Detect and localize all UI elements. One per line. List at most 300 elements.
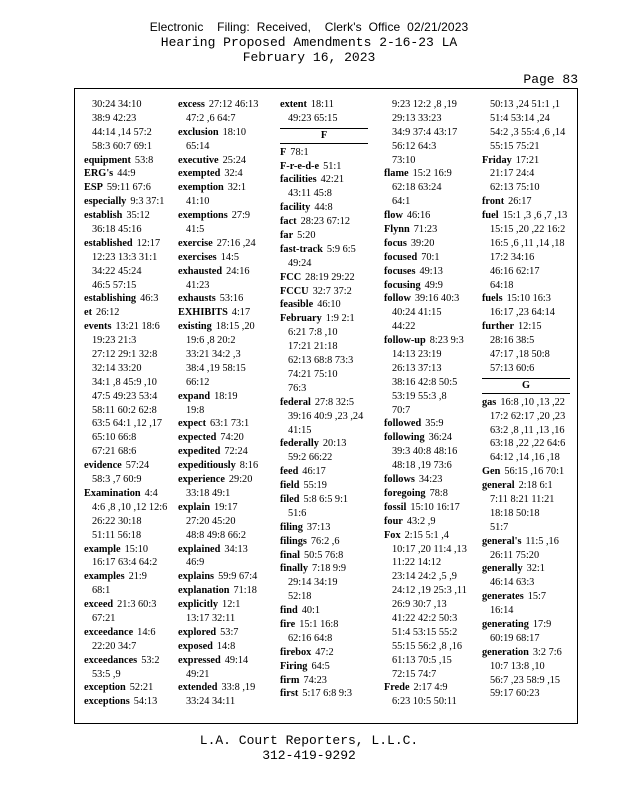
index-entry-continuation: [280, 507, 368, 521]
page-line-refs: 24:16: [226, 265, 250, 277]
index-entry-continuation: [384, 404, 472, 418]
page-line-refs: 47:2 ,6 64:7: [186, 112, 236, 124]
index-entry: [384, 209, 472, 223]
index-term: generally: [482, 563, 523, 575]
index-entry: [178, 445, 266, 459]
index-entry: [280, 493, 368, 507]
index-entry: [178, 237, 266, 251]
page-line-refs: 47:17 ,18 50:8: [490, 349, 550, 361]
page-line-refs: 26:13 37:13: [392, 362, 442, 374]
page-line-refs: 63:2 ,8 ,11 ,13 ,16: [490, 424, 565, 436]
index-entry: [178, 417, 266, 431]
index-term: exception: [84, 682, 126, 694]
index-term: FCCU: [280, 285, 309, 297]
page-line-refs: 53:5 ,9: [92, 668, 121, 680]
index-column-4: [384, 98, 472, 709]
index-term: exposed: [178, 640, 213, 652]
index-term: explored: [178, 626, 217, 638]
index-entry-continuation: [482, 660, 570, 674]
page-line-refs: 56:7 ,23 58:9 ,15: [490, 674, 561, 686]
index-entry-continuation: [482, 223, 570, 237]
index-entry: [280, 271, 368, 285]
page-line-refs: 46:5 57:15: [92, 279, 137, 291]
page-line-refs: 17:2 34:16: [490, 251, 535, 263]
index-term: examples: [84, 571, 125, 583]
index-entry: [178, 181, 266, 195]
page-line-refs: 34:1 ,8 45:9 ,10: [92, 376, 157, 388]
page-line-refs: 27:9: [231, 210, 251, 222]
page-line-refs: 18:11: [310, 99, 334, 110]
index-letter-heading: G: [482, 378, 570, 394]
index-term: established: [84, 237, 133, 249]
page-line-refs: 2:17 4:9: [413, 682, 448, 694]
index-entry: [384, 279, 472, 293]
page-line-refs: 63:1 73:1: [210, 418, 250, 430]
index-entry-continuation: [482, 362, 570, 376]
page-line-refs: 35:9: [425, 418, 444, 430]
index-entry: [280, 243, 368, 257]
page-line-refs: 46:14 63:3: [490, 577, 535, 589]
index-entry: [280, 98, 368, 112]
index-entry: [384, 167, 472, 181]
index-entry: [280, 618, 368, 632]
index-entry-continuation: [280, 326, 368, 340]
page-line-refs: 39:3 40:8 48:16: [392, 446, 458, 458]
index-term: establish: [84, 210, 123, 222]
index-entry: [384, 223, 472, 237]
page-line-refs: 55:15 75:21: [490, 140, 540, 152]
page-line-refs: 26:12: [96, 307, 120, 319]
index-entry: [84, 654, 172, 668]
index-entry: [280, 215, 368, 229]
index-entry: [178, 154, 266, 168]
page-line-refs: 62:16 64:8: [288, 632, 333, 644]
index-entry-continuation: [280, 112, 368, 126]
page-line-refs: 51:11 56:18: [92, 529, 142, 541]
index-entry-continuation: [178, 668, 266, 682]
page-line-refs: 19:17: [214, 501, 238, 513]
index-entry: [482, 465, 570, 479]
page-line-refs: 16:17 63:4 64:2: [92, 557, 158, 569]
index-entry-continuation: [384, 306, 472, 320]
page-line-refs: 52:21: [129, 682, 154, 694]
index-entry-continuation: [178, 362, 266, 376]
page-line-refs: 9:3 37:1: [130, 196, 165, 208]
page-line-refs: 15:15 ,20 ,22 16:2: [490, 224, 566, 236]
index-entry: [84, 292, 172, 306]
page-line-refs: 21:17 24:4: [490, 168, 535, 180]
index-entry-continuation: [384, 390, 472, 404]
index-term: generation: [482, 646, 529, 658]
index-entry-continuation: [482, 424, 570, 438]
page-line-refs: 36:18 45:16: [92, 224, 142, 236]
index-term: feed: [280, 466, 299, 478]
page-line-refs: 7:18 9:9: [312, 563, 347, 575]
page-line-refs: 66:12: [186, 376, 210, 388]
page-line-refs: 18:10: [222, 126, 247, 138]
page-line-refs: 71:18: [233, 585, 257, 597]
index-term: explain: [178, 501, 211, 513]
index-entry: [280, 229, 368, 243]
page-line-refs: 44:14 ,14 57:2: [92, 126, 152, 138]
index-term: facilities: [280, 174, 317, 186]
index-term: focused: [384, 251, 418, 263]
page-line-refs: 53:7: [220, 626, 239, 638]
index-entry-continuation: [482, 237, 570, 251]
page-line-refs: 41:10: [186, 196, 210, 208]
page-line-refs: 46:17: [302, 466, 326, 478]
page-line-refs: 14:8: [216, 640, 236, 652]
page-line-refs: 64:1: [392, 196, 411, 208]
index-term: fossil: [384, 501, 407, 513]
index-term: flame: [384, 168, 409, 180]
index-entry: [280, 549, 368, 563]
index-entry: [178, 543, 266, 557]
index-entry: [280, 285, 368, 299]
index-entry: [84, 209, 172, 223]
index-entry-continuation: [280, 187, 368, 201]
index-entry-continuation: [384, 98, 472, 112]
page-line-refs: 18:15 ,20: [215, 321, 255, 333]
index-term: focus: [384, 237, 407, 249]
index-term: FCC: [280, 271, 302, 283]
index-entry: [84, 306, 172, 320]
page-line-refs: 15:1 16:8: [299, 618, 339, 630]
index-entry: [84, 681, 172, 695]
page-line-refs: 5:20: [297, 230, 316, 242]
page-line-refs: 37:13: [306, 521, 331, 533]
index-term: existing: [178, 321, 212, 333]
page-line-refs: 12:17: [136, 237, 161, 249]
index-term: four: [384, 515, 403, 527]
index-entry-continuation: [482, 451, 570, 465]
index-entry-continuation: [84, 529, 172, 543]
index-entry: [280, 173, 368, 187]
index-term: expand: [178, 390, 211, 402]
page-line-refs: 7:11 8:21 11:21: [490, 493, 555, 505]
index-entry: [280, 687, 368, 701]
page-line-refs: 14:5: [220, 251, 240, 263]
page-line-refs: 38:4 ,19 58:15: [186, 362, 246, 374]
index-entry-continuation: [482, 98, 570, 112]
index-entry: [178, 473, 266, 487]
index-entry: [384, 473, 472, 487]
page-line-refs: 48:8 49:8 66:2: [186, 529, 247, 541]
index-term: general's: [482, 535, 522, 547]
page-line-refs: 70:1: [421, 251, 440, 263]
index-entry: [178, 626, 266, 640]
index-entry: [482, 590, 570, 604]
page-line-refs: 12:15: [518, 321, 542, 333]
index-entry: [84, 570, 172, 584]
index-entry-continuation: [384, 654, 472, 668]
index-entry-continuation: [384, 626, 472, 640]
index-entry-continuation: [384, 362, 472, 376]
page-line-refs: 51:7: [490, 521, 509, 533]
index-entry: [178, 584, 266, 598]
index-entry: [384, 265, 472, 279]
page-line-refs: 8:16: [239, 460, 259, 472]
index-entry-continuation: [482, 521, 570, 535]
index-entry: [178, 654, 266, 668]
page-line-refs: 17:9: [532, 618, 552, 630]
index-entry: [384, 501, 472, 515]
page-line-refs: 21:3 60:3: [117, 599, 157, 611]
page-line-refs: 56:15 ,16 70:1: [504, 466, 565, 478]
page-line-refs: 78:8: [429, 487, 448, 499]
index-entry: [178, 640, 266, 654]
page-line-refs: 62:13 75:10: [490, 182, 540, 194]
page-line-refs: 32:4: [224, 168, 243, 180]
page-line-refs: 23:14 24:2 ,5 ,9: [392, 571, 457, 583]
index-term: EXHIBITS: [178, 307, 228, 319]
page-line-refs: 19:23 21:3: [92, 335, 137, 347]
index-entry-continuation: [482, 279, 570, 293]
index-entry: [482, 396, 570, 410]
index-entry: [280, 521, 368, 535]
index-term: F: [280, 146, 287, 158]
page-line-refs: 40:24 41:15: [392, 307, 442, 319]
index-term: follow-up: [384, 335, 426, 347]
page-line-refs: 68:1: [92, 585, 111, 597]
index-term: focusing: [384, 279, 421, 291]
index-entry-continuation: [84, 376, 172, 390]
index-entry: [280, 646, 368, 660]
index-entry: [178, 265, 266, 279]
page-line-refs: 12:23 13:3 31:1: [92, 251, 158, 263]
page-line-refs: 13:21 18:6: [115, 321, 160, 333]
index-term: followed: [384, 418, 422, 430]
page-line-refs: 53:16: [219, 293, 244, 305]
page-line-refs: 26:9 30:7 ,13: [392, 599, 447, 611]
index-term: evidence: [84, 460, 122, 472]
index-entry-continuation: [384, 459, 472, 473]
index-term: Flynn: [384, 224, 410, 236]
index-entry-continuation: [178, 348, 266, 362]
page-line-refs: 59:9 67:4: [218, 571, 258, 583]
index-entry-continuation: [84, 334, 172, 348]
page-line-refs: 32:1: [227, 182, 247, 194]
index-term: first: [280, 688, 299, 700]
page-line-refs: 26:17: [508, 196, 532, 208]
index-entry-continuation: [482, 167, 570, 181]
page-line-refs: 47:2: [315, 646, 334, 658]
index-entry: [178, 390, 266, 404]
index-term: Firing: [280, 660, 308, 672]
index-term: gas: [482, 396, 497, 408]
index-term: firm: [280, 674, 300, 686]
index-term: exemptions: [178, 210, 228, 222]
index-term: expressed: [178, 654, 221, 666]
index-term: focuses: [384, 265, 416, 277]
index-term: final: [280, 549, 301, 561]
page-line-refs: 15:2 16:9: [412, 168, 452, 180]
index-term: exemption: [178, 182, 224, 194]
index-entry-continuation: [280, 382, 368, 396]
index-entry-continuation: [84, 640, 172, 654]
page-line-refs: 44:8: [314, 202, 333, 214]
page-line-refs: 76:3: [288, 382, 307, 394]
page-line-refs: 53:8: [134, 154, 154, 166]
page-line-refs: 19:6 ,8 20:2: [186, 335, 236, 347]
page-line-refs: 71:23: [413, 224, 438, 236]
index-term: exclusion: [178, 126, 219, 138]
page-line-refs: 5:8 6:5 9:1: [303, 493, 349, 505]
index-entry-continuation: [178, 529, 266, 543]
index-entry-continuation: [84, 445, 172, 459]
page-line-refs: 4:4: [144, 487, 158, 499]
index-entry: [178, 459, 266, 473]
index-entry-continuation: [280, 340, 368, 354]
page-line-refs: 15:7: [527, 591, 547, 603]
index-entry-continuation: [84, 668, 172, 682]
index-entry-continuation: [482, 251, 570, 265]
index-entry-continuation: [178, 140, 266, 154]
index-term: expect: [178, 418, 207, 430]
index-entry: [178, 98, 266, 112]
index-entry-continuation: [178, 487, 266, 501]
index-entry: [280, 479, 368, 493]
page-line-refs: 18:19: [214, 390, 238, 402]
index-entry: [84, 320, 172, 334]
page-line-refs: 47:5 49:23 53:4: [92, 390, 158, 402]
index-term: especially: [84, 196, 127, 208]
index-entry-continuation: [84, 390, 172, 404]
page-line-refs: 41:15: [288, 424, 312, 436]
page-line-refs: 11:5 ,16: [525, 535, 559, 547]
index-entry: [178, 598, 266, 612]
index-entry: [84, 598, 172, 612]
index-term: February: [280, 313, 322, 325]
index-entry: [482, 292, 570, 306]
index-entry-continuation: [280, 354, 368, 368]
index-entry: [482, 535, 570, 549]
index-term: further: [482, 321, 515, 333]
page-line-refs: 36:24: [428, 432, 453, 444]
index-entry-continuation: [178, 223, 266, 237]
page-line-refs: 42:21: [320, 174, 345, 186]
index-term: experience: [178, 474, 225, 486]
index-term: filed: [280, 493, 300, 505]
index-term: far: [280, 230, 294, 242]
page-line-refs: 46:16: [406, 210, 431, 222]
page-line-refs: 13:17 32:11: [186, 612, 236, 624]
page-line-refs: 6:21 7:8 ,10: [288, 327, 338, 339]
index-entry-continuation: [280, 576, 368, 590]
page-line-refs: 49:23 65:15: [288, 112, 338, 124]
index-entry-continuation: [84, 612, 172, 626]
page-line-refs: 33:8 ,19: [221, 682, 256, 694]
index-entry: [178, 251, 266, 265]
page-line-refs: 4:17: [231, 307, 251, 319]
index-entry: [482, 562, 570, 576]
index-term: exhausted: [178, 265, 223, 277]
page-line-refs: 43:11 45:8: [288, 188, 332, 200]
index-term: expected: [178, 432, 217, 444]
index-entry-continuation: [84, 362, 172, 376]
index-entry-continuation: [384, 695, 472, 709]
page-line-refs: 53:2: [141, 654, 160, 666]
index-term: fuel: [482, 210, 499, 222]
page-line-refs: 41:22 42:2 50:3: [392, 612, 458, 624]
index-entry: [280, 660, 368, 674]
index-entry-continuation: [84, 112, 172, 126]
index-entry: [482, 195, 570, 209]
index-entry: [280, 146, 368, 160]
index-term: explicitly: [178, 599, 219, 611]
page-line-refs: 33:24 34:11: [186, 696, 236, 708]
index-entry-continuation: [482, 348, 570, 362]
index-entry-continuation: [384, 612, 472, 626]
index-entry-continuation: [384, 570, 472, 584]
page-line-refs: 50:5 76:8: [304, 549, 344, 561]
page-line-refs: 32:14 33:20: [92, 362, 142, 374]
page-line-refs: 55:19: [303, 480, 327, 492]
index-entry: [178, 292, 266, 306]
page-number: Page 83: [523, 72, 578, 87]
index-entry: [178, 431, 266, 445]
page-line-refs: 54:2 ,3 55:4 ,6 ,14: [490, 126, 566, 138]
index-term: exceptions: [84, 696, 130, 708]
index-entry-continuation: [482, 410, 570, 424]
index-column-3: [280, 98, 368, 701]
index-entry-continuation: [384, 556, 472, 570]
index-entry-continuation: [280, 632, 368, 646]
index-entry-continuation: [84, 473, 172, 487]
index-entry: [84, 543, 172, 557]
index-entry-continuation: [178, 556, 266, 570]
page-line-refs: 62:18 63:24: [392, 182, 442, 194]
index-term: expedited: [178, 446, 221, 458]
index-term: explained: [178, 543, 221, 555]
index-entry-continuation: [384, 140, 472, 154]
page-line-refs: 18:18 50:18: [490, 507, 540, 519]
index-term: exercise: [178, 237, 213, 249]
index-column-1: [84, 98, 172, 709]
page-line-refs: 11:22 14:12: [392, 557, 442, 569]
index-entry-continuation: [384, 181, 472, 195]
index-entry-continuation: [384, 376, 472, 390]
index-term: follows: [384, 474, 415, 486]
page-line-refs: 26:22 30:18: [92, 515, 142, 527]
index-entry-continuation: [384, 195, 472, 209]
index-entry-continuation: [84, 140, 172, 154]
page-line-refs: 34:9 37:4 43:17: [392, 126, 458, 138]
index-term: flow: [384, 210, 403, 222]
index-term: firebox: [280, 646, 312, 658]
index-entry: [178, 306, 266, 320]
index-term: generating: [482, 618, 529, 630]
index-term: Gen: [482, 466, 501, 478]
index-term: fire: [280, 618, 296, 630]
index-entry: [280, 298, 368, 312]
page-line-refs: 61:13 70:5 ,15: [392, 654, 452, 666]
page-line-refs: 41:5: [186, 224, 205, 236]
index-entry-continuation: [482, 126, 570, 140]
index-term: exceedance: [84, 626, 134, 638]
index-entry: [384, 487, 472, 501]
index-letter-heading: F: [280, 128, 368, 144]
index-term: ESP: [84, 182, 103, 194]
index-entry: [482, 320, 570, 334]
page-line-refs: 28:23 67:12: [300, 216, 351, 228]
index-entry: [280, 465, 368, 479]
index-term: exceedances: [84, 654, 138, 666]
page-line-refs: 30:24 34:10: [92, 99, 142, 110]
reporter-name: L.A. Court Reporters, L.L.C.: [199, 733, 419, 748]
index-entry-continuation: [84, 584, 172, 598]
index-entry: [384, 251, 472, 265]
